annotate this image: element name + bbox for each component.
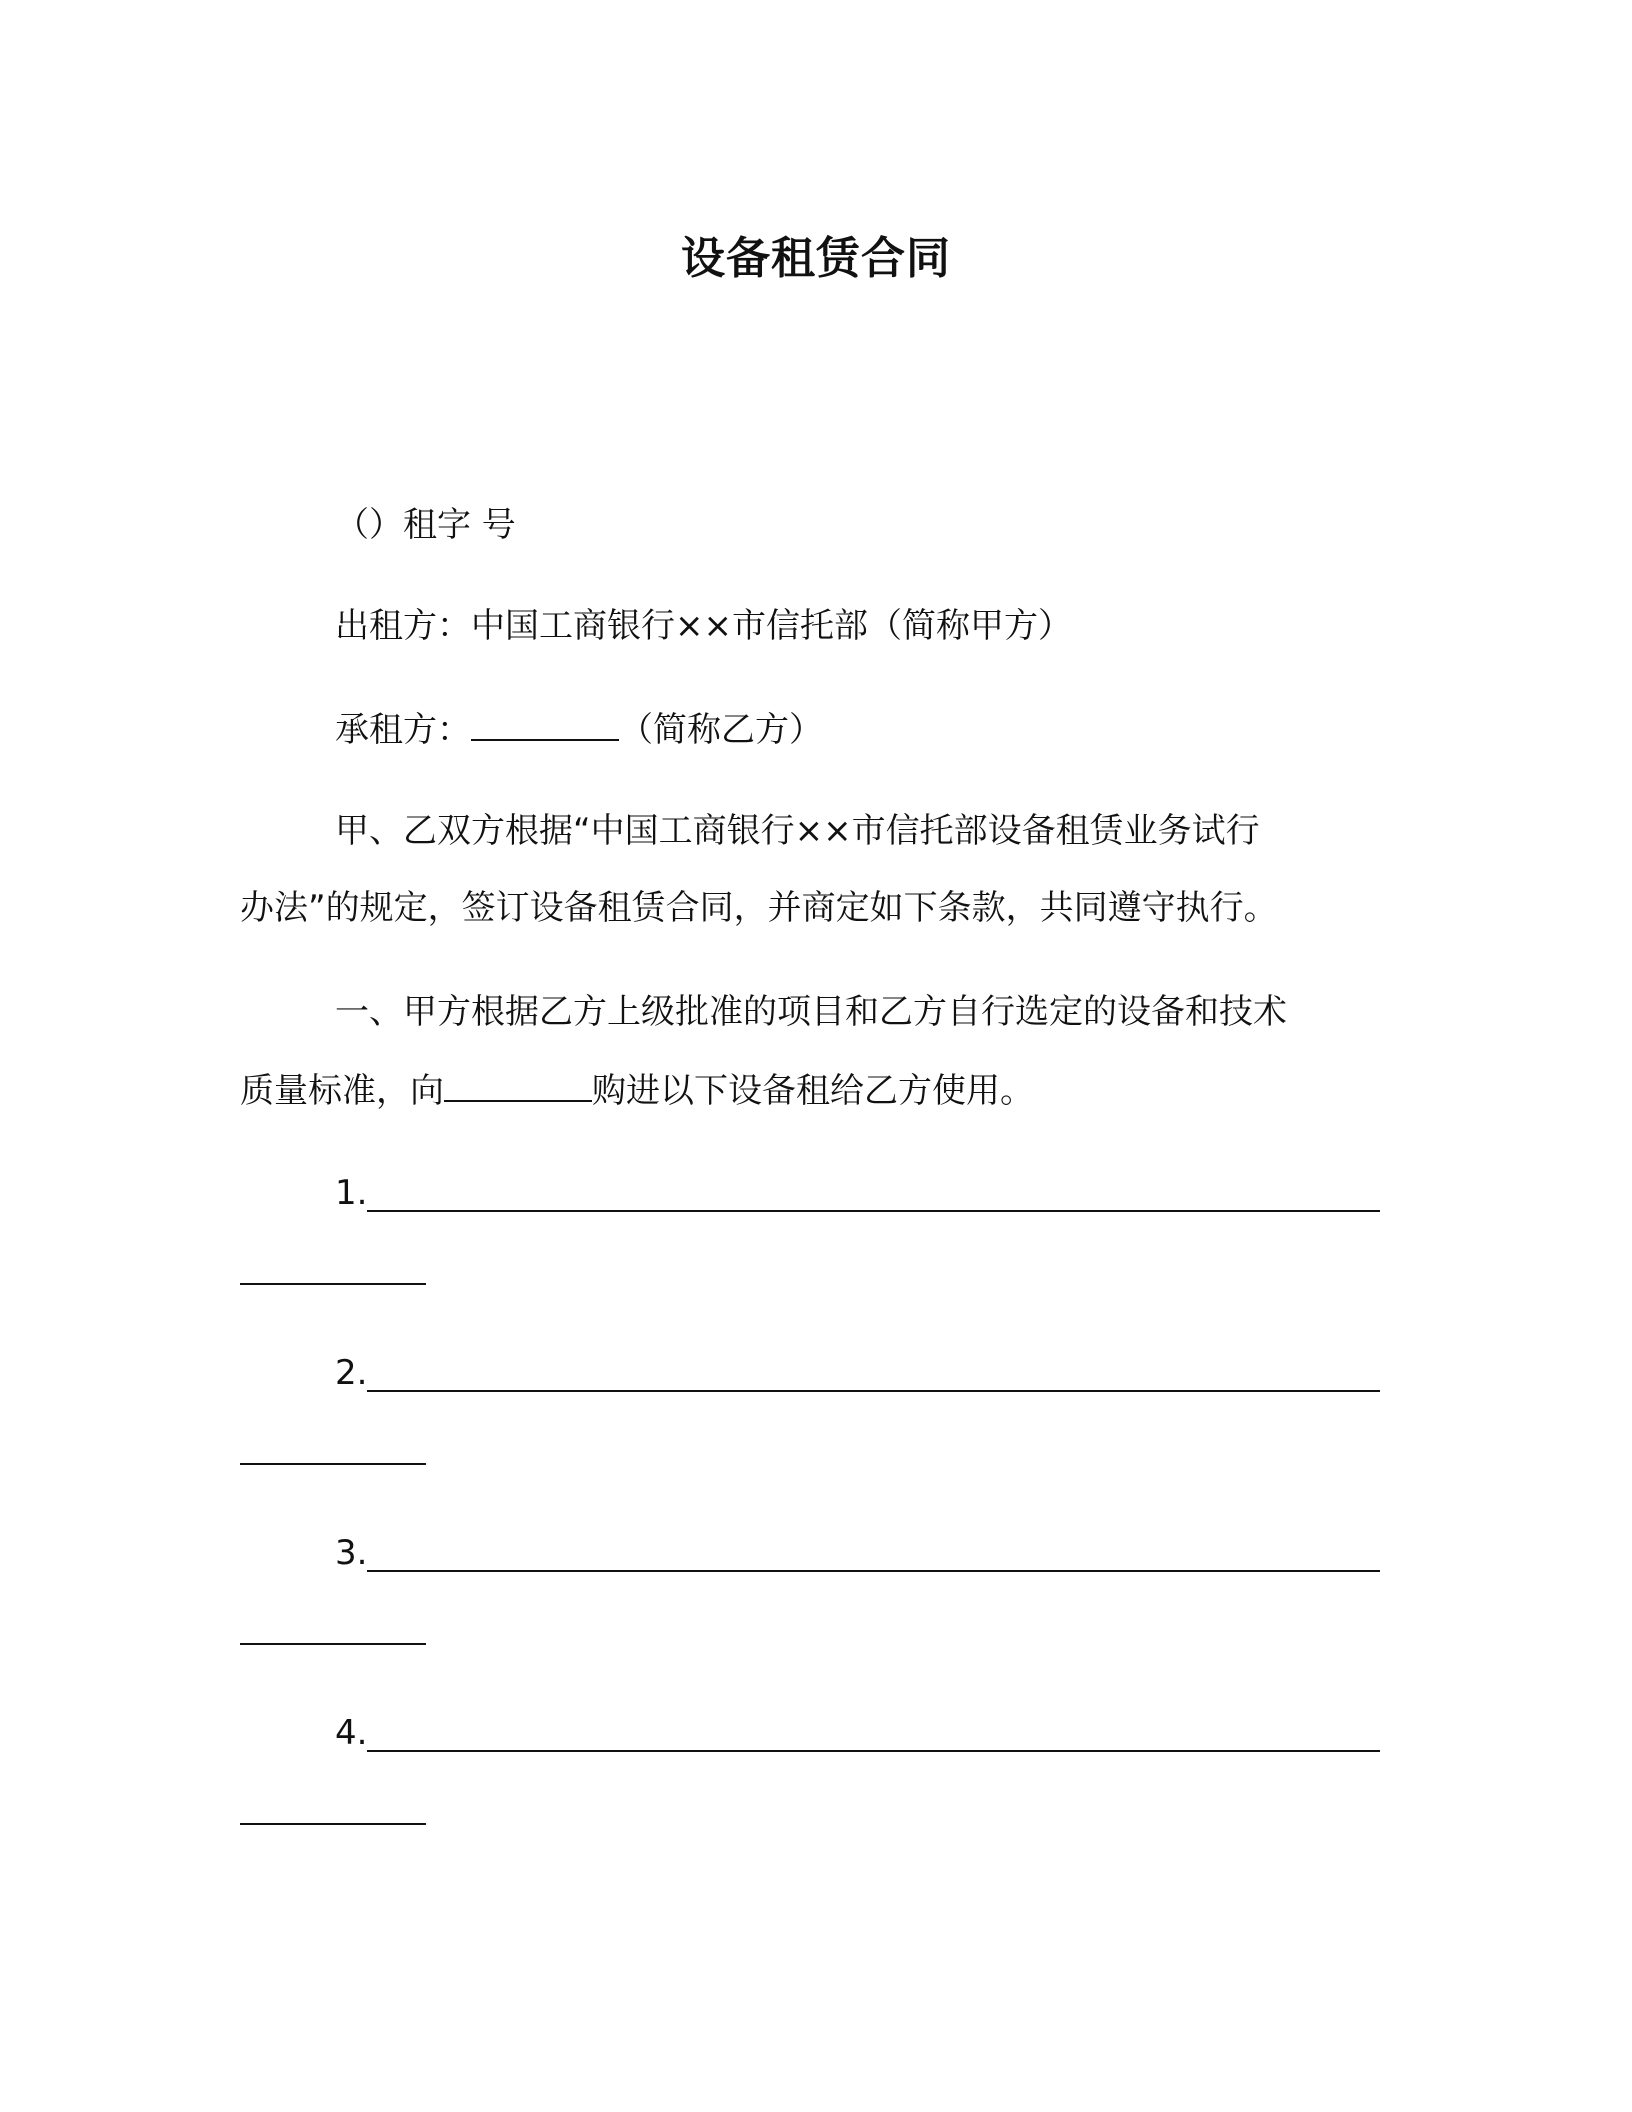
preamble-line-2: 办法”的规定，签订设备租赁合同，并商定如下条款，共同遵守执行。 [240, 888, 1278, 928]
clause-1-prefix: 质量标准，向 [240, 1071, 444, 1111]
lessee-line [240, 705, 1380, 753]
clause-1-line-1: 一、甲方根据乙方上级批准的项目和乙方自行选定的设备和技术 [335, 992, 1287, 1032]
equipment-item-3 [240, 1530, 1380, 1576]
item-blank-line [367, 1174, 1380, 1212]
preamble-line-1: 甲、乙双方根据“中国工商银行××市信托部设备租赁业务试行 [335, 811, 1260, 851]
equipment-item-1 [240, 1170, 1380, 1216]
item-number: 4. [335, 1713, 368, 1753]
item-blank-line [367, 1534, 1380, 1572]
equipment-item-4 [240, 1710, 1380, 1756]
lessee-suffix: （简称乙方） [619, 710, 823, 750]
contract-number: （）租字 号 [335, 505, 516, 545]
item-3-continuation-line [240, 1643, 426, 1645]
lessee-label: 承租方： [335, 710, 471, 750]
supplier-blank [444, 1066, 592, 1102]
item-number: 1. [335, 1173, 368, 1213]
lessor-label: 出租方： [335, 606, 471, 646]
item-blank-line [367, 1354, 1380, 1392]
lessor-value: 中国工商银行××市信托部（简称甲方） [471, 606, 1072, 646]
item-number: 2. [335, 1353, 368, 1393]
lessor-line [240, 603, 1380, 649]
item-4-continuation-line [240, 1823, 426, 1825]
item-1-continuation-line [240, 1283, 426, 1285]
equipment-item-2 [240, 1350, 1380, 1396]
document-title: 设备租赁合同 [681, 233, 951, 284]
clause-1-line-2 [240, 1066, 1380, 1114]
item-blank-line [367, 1714, 1380, 1752]
item-2-continuation-line [240, 1463, 426, 1465]
item-number: 3. [335, 1533, 368, 1573]
lessee-name-blank [471, 705, 619, 741]
clause-1-suffix: 购进以下设备租给乙方使用。 [592, 1071, 1034, 1111]
